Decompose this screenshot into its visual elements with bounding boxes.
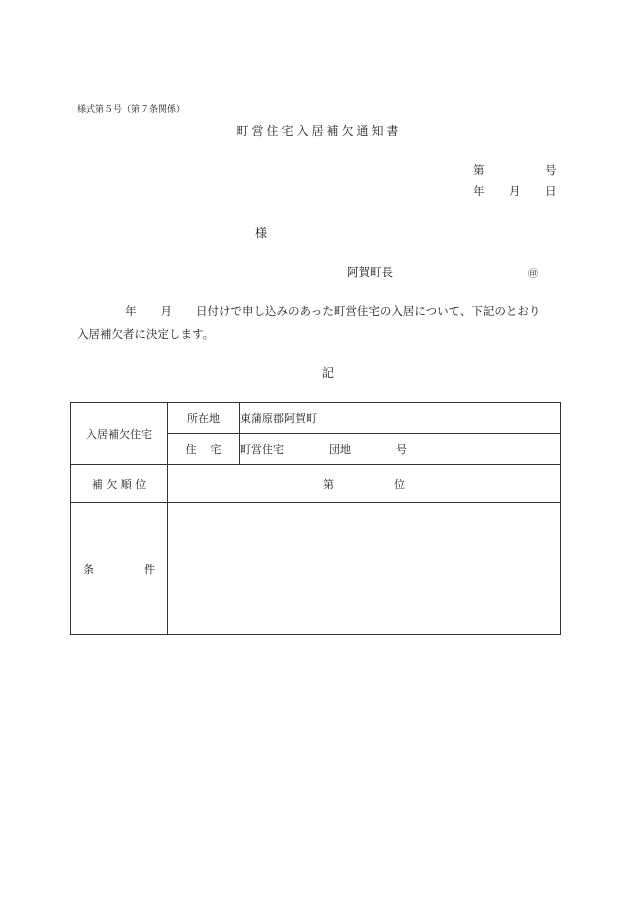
rank-value-cell: [168, 465, 561, 503]
house-value-complex: 団地: [329, 443, 351, 456]
rank-label-cell: [71, 465, 168, 503]
condition-label-cell: [71, 503, 168, 635]
body-text: 日付けで申し込みのあった町営住宅の入居について、下記のとおり: [196, 304, 541, 318]
rank-label: 補 欠 順 位: [91, 477, 147, 491]
body-year: 年: [125, 304, 137, 318]
condition-value-cell: [168, 503, 561, 635]
ref-number-prefix: 第: [473, 163, 485, 177]
ki-heading: 記: [321, 366, 334, 380]
body-month: 月: [160, 304, 172, 318]
house-label-2: 宅: [210, 443, 222, 456]
ref-number-suffix: 号: [545, 163, 557, 177]
location-value: 東蒲原郡阿賀町: [240, 412, 317, 425]
body-text-line2: 入居補欠者に決定します。: [77, 327, 215, 341]
house-label-cell: [168, 434, 240, 465]
house-value-number: 号: [396, 443, 407, 456]
notice-table: [70, 402, 561, 635]
addressee-honorific: 様: [255, 226, 268, 240]
ref-month: 月: [509, 184, 521, 198]
house-value-cell: [240, 434, 561, 465]
location-value-cell: [240, 403, 561, 434]
form-number: 様式第５号（第７条関係）: [77, 105, 186, 115]
body-text-line1: [77, 303, 557, 319]
housing-label-cell: [71, 403, 168, 465]
seal-mark: ㊞: [528, 269, 538, 280]
house-value-prefix: 町営住宅: [240, 443, 284, 456]
rank-prefix: 第: [323, 477, 334, 491]
location-label-cell: [168, 403, 240, 434]
ref-day: 日: [545, 184, 557, 198]
house-label-1: 住: [185, 443, 197, 456]
document-title: 町営住宅入居補欠通知書: [236, 124, 402, 138]
condition-label-2: 件: [144, 562, 155, 576]
location-label: 所在地: [187, 412, 220, 425]
sender-name: 阿賀町長: [347, 265, 393, 279]
ref-year: 年: [473, 184, 485, 198]
condition-label-1: 条: [83, 562, 94, 576]
housing-label: 入居補欠住宅: [86, 427, 152, 441]
rank-suffix: 位: [394, 477, 405, 491]
